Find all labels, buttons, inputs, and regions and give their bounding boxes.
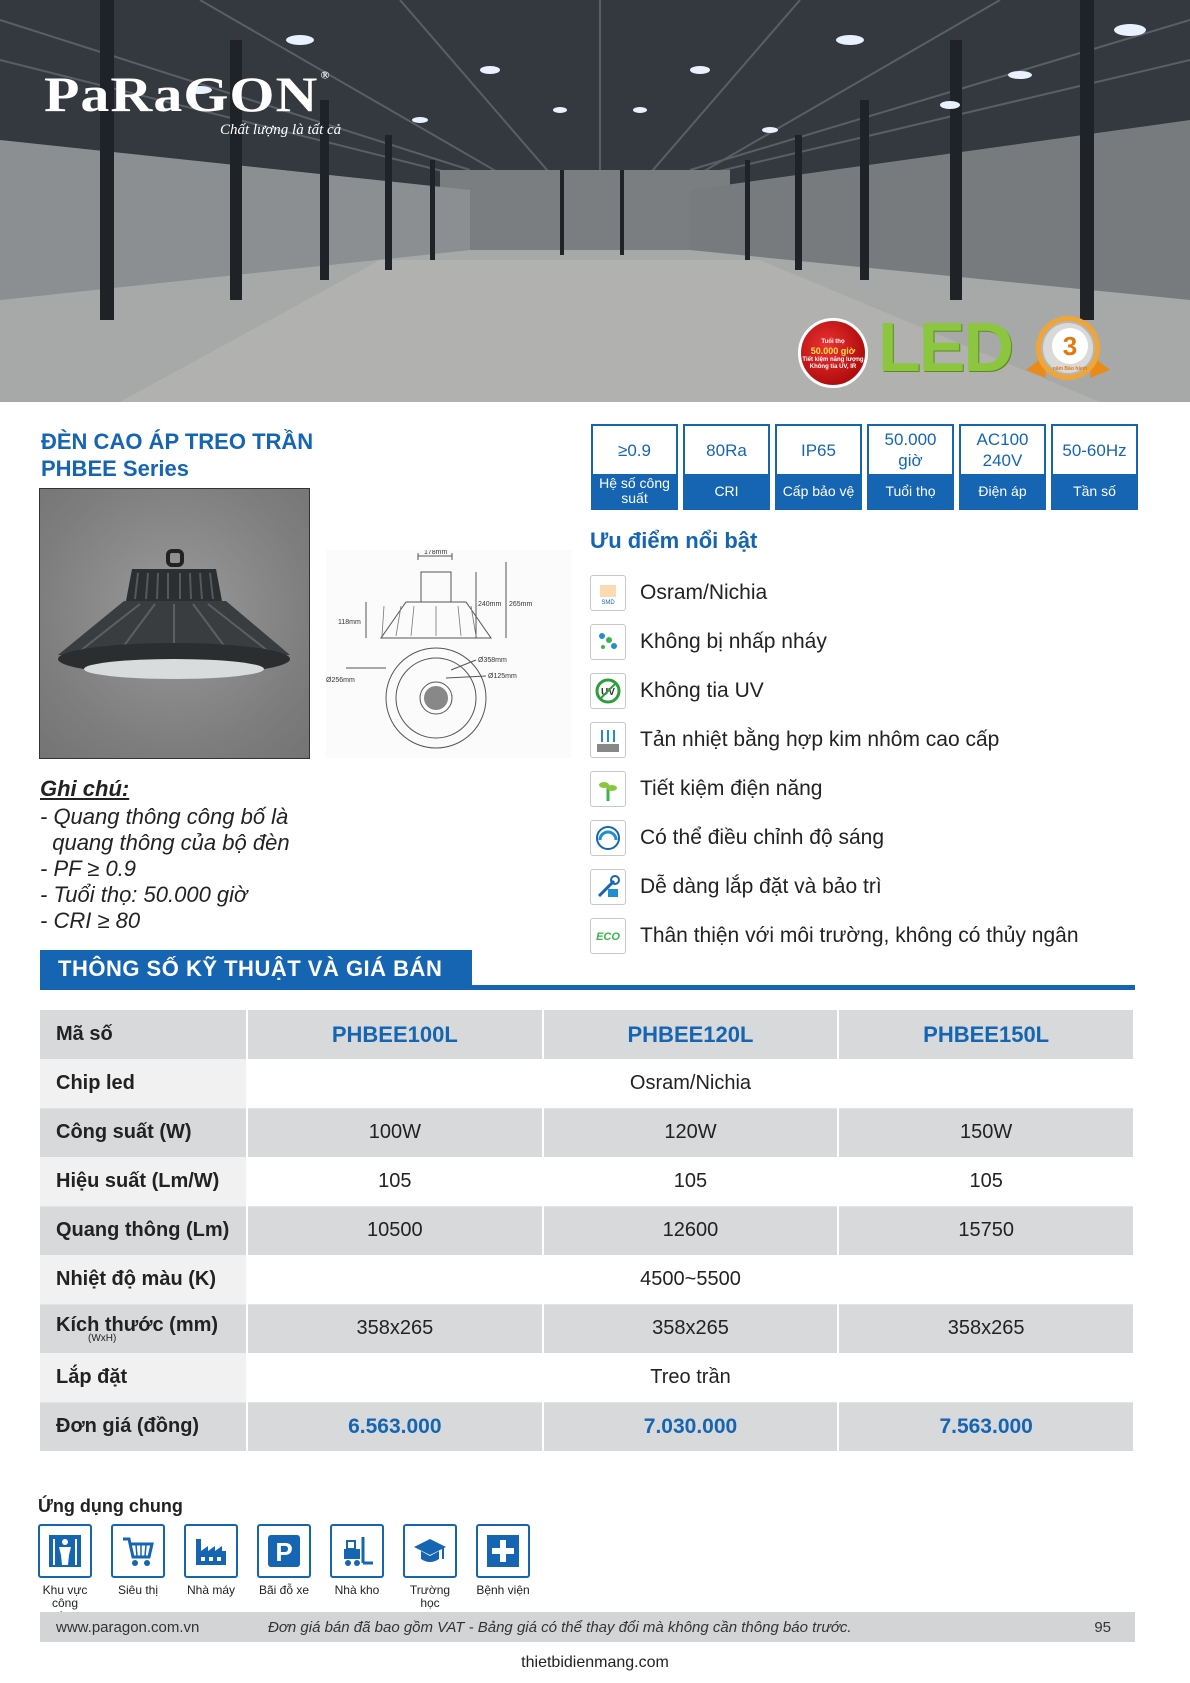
svg-text:P: P — [275, 1537, 293, 1567]
public-area-icon — [38, 1524, 92, 1578]
feature-item: Tản nhiệt bằng hợp kim nhôm cao cấp — [590, 715, 1079, 764]
feature-item: Không bị nhấp nháy — [590, 617, 1079, 666]
application-item: Trường học — [403, 1524, 457, 1623]
row-label: Kích thước (mm) (WxH) — [40, 1304, 247, 1353]
note-line: - Tuổi thọ: 50.000 giờ — [40, 882, 248, 907]
hospital-icon — [476, 1524, 530, 1578]
row-sublabel: (WxH) — [88, 1332, 117, 1344]
parking-icon — [257, 1524, 311, 1578]
cell-value: 10500 — [247, 1206, 543, 1255]
factory-icon — [184, 1524, 238, 1578]
svg-text:240mm: 240mm — [478, 601, 502, 608]
svg-text:178mm: 178mm — [424, 550, 448, 556]
table-row — [40, 1157, 1134, 1206]
application-item: Khu vực công — [38, 1524, 92, 1623]
footer-url[interactable]: www.paragon.com.vn — [56, 1619, 200, 1636]
led-logo: LED — [878, 308, 1012, 386]
applications-title: Ứng dụng chung — [38, 1496, 183, 1516]
svg-text:UV: UV — [601, 686, 615, 698]
svg-text:SMD: SMD — [601, 599, 615, 606]
cell-value: 4500~5500 — [247, 1255, 1134, 1304]
svg-text:118mm: 118mm — [338, 619, 361, 626]
application-item: Nhà kho — [330, 1524, 384, 1623]
table-row — [40, 1059, 1134, 1108]
page-number: 95 — [1094, 1619, 1111, 1636]
row-label: Đơn giá (đồng) — [40, 1402, 247, 1451]
row-label: Lắp đặt — [40, 1353, 247, 1402]
cell-value: 150W — [838, 1108, 1134, 1157]
cell-value: 15750 — [838, 1206, 1134, 1255]
table-row — [40, 1255, 1134, 1304]
cell-value: 358x265 — [543, 1304, 839, 1353]
table-row — [40, 1206, 1134, 1255]
forklift-icon — [330, 1524, 384, 1578]
cell-value: 100W — [247, 1108, 543, 1157]
brand-tagline: Chất lượng là tất cả — [220, 122, 342, 138]
note-line: - PF ≥ 0.9 — [40, 856, 137, 881]
product-title: ĐÈN CAO ÁP TREO TRẦN PHBEE Series — [41, 429, 314, 481]
feature-item: Tiết kiệm điện năng — [590, 764, 1079, 813]
hero-banner — [0, 0, 1190, 402]
shopping-cart-icon — [111, 1524, 165, 1578]
svg-text:ECO: ECO — [596, 930, 620, 943]
table-header-row — [40, 1010, 1134, 1059]
feature-item: SMD Osram/Nichia — [590, 568, 1079, 617]
spec-lifetime: 50.000 giờ Tuổi thọ — [867, 424, 954, 510]
note-line: - Quang thông công bố là — [40, 804, 289, 829]
watermark-site: thietbidienmang.com — [521, 1654, 669, 1671]
table-row — [40, 1353, 1134, 1402]
applications-list — [38, 1524, 530, 1623]
svg-text:Ø256mm: Ø256mm — [326, 677, 355, 684]
row-label: Nhiệt độ màu (K) — [40, 1255, 247, 1304]
cell-value: 120W — [543, 1108, 839, 1157]
price-value: 6.563.000 — [247, 1402, 543, 1451]
spec-frequency: 50-60Hz Tần số — [1051, 424, 1138, 510]
application-item: Siêu thị — [111, 1524, 165, 1623]
application-item: P Bãi đỗ xe — [257, 1524, 311, 1623]
paragon-logo: PaRaGON ® Chất lượng là tất cả — [44, 66, 342, 138]
spec-voltage: AC100 240V Điện áp — [959, 424, 1046, 510]
table-row — [40, 1304, 1134, 1353]
cell-value: Osram/Nichia — [247, 1059, 1134, 1108]
dimmable-icon — [590, 820, 626, 856]
eco-icon — [590, 918, 626, 954]
lifetime-badge: Tuổi thọ 50.000 giờ Tiết kiệm năng lượng Không tia UV, IR — [798, 318, 868, 388]
application-item: Bệnh viện — [476, 1524, 530, 1623]
row-label: Công suất (W) — [40, 1108, 247, 1157]
price-value: 7.563.000 — [838, 1402, 1134, 1451]
section-title: THÔNG SỐ KỸ THUẬT VÀ GIÁ BÁN — [40, 950, 472, 988]
note-line: - CRI ≥ 80 — [40, 908, 141, 933]
energy-saving-icon — [590, 771, 626, 807]
cell-value: Treo trần — [247, 1353, 1134, 1402]
svg-text:Ø125mm: Ø125mm — [488, 673, 517, 680]
row-label: Quang thông (Lm) — [40, 1206, 247, 1255]
table-row — [40, 1402, 1134, 1451]
feature-item: UV Không tia UV — [590, 666, 1079, 715]
cell-value: 105 — [247, 1157, 543, 1206]
product-photo — [39, 488, 310, 759]
spec-cri: 80Ra CRI — [683, 424, 770, 510]
cell-value: 12600 — [543, 1206, 839, 1255]
tools-icon — [590, 869, 626, 905]
row-label: Hiệu suất (Lm/W) — [40, 1157, 247, 1206]
footer-bar — [40, 1612, 1135, 1642]
cell-value: 105 — [543, 1157, 839, 1206]
row-label: Chip led — [40, 1059, 247, 1108]
note-line: quang thông của bộ đèn — [40, 830, 290, 855]
feature-item: ECO Thân thiện với môi trường, không có thủy ngân — [590, 911, 1079, 960]
heat-sink-icon — [590, 722, 626, 758]
graduation-cap-icon — [403, 1524, 457, 1578]
footer-note: Đơn giá bán đã bao gồm VAT - Bảng giá có thể thay đổi mà không cần thông báo trước. — [268, 1619, 852, 1636]
feature-item: Có thể điều chỉnh độ sáng — [590, 813, 1079, 862]
price-value: 7.030.000 — [543, 1402, 839, 1451]
spec-power-factor: ≥0.9 Hệ số công suất — [591, 424, 678, 510]
model-name: PHBEE120L — [543, 1010, 839, 1059]
cell-value: 358x265 — [247, 1304, 543, 1353]
svg-text:Ø358mm: Ø358mm — [478, 657, 507, 664]
cell-value: 358x265 — [838, 1304, 1134, 1353]
notes-title: Ghi chú: — [40, 776, 130, 801]
spec-price-table — [40, 1010, 1135, 1451]
feature-item: Dễ dàng lắp đặt và bảo trì — [590, 862, 1079, 911]
smd-icon — [590, 575, 626, 611]
features-title: Ưu điểm nổi bật — [590, 528, 758, 553]
warranty-badge: 3 năm Bảo hành — [1022, 312, 1114, 390]
notes — [40, 776, 290, 934]
svg-text:265mm: 265mm — [509, 601, 533, 608]
spec-ip-rating: IP65 Cấp bảo vệ — [775, 424, 862, 510]
model-name: PHBEE150L — [838, 1010, 1134, 1059]
no-uv-icon — [590, 673, 626, 709]
no-flicker-icon — [590, 624, 626, 660]
application-item: Nhà máy — [184, 1524, 238, 1623]
technical-drawing — [326, 550, 571, 758]
features-list — [590, 568, 1079, 960]
header-label: Mã số — [40, 1010, 247, 1059]
spec-boxes — [591, 424, 1138, 510]
table-row — [40, 1108, 1134, 1157]
cell-value: 105 — [838, 1157, 1134, 1206]
model-name: PHBEE100L — [247, 1010, 543, 1059]
